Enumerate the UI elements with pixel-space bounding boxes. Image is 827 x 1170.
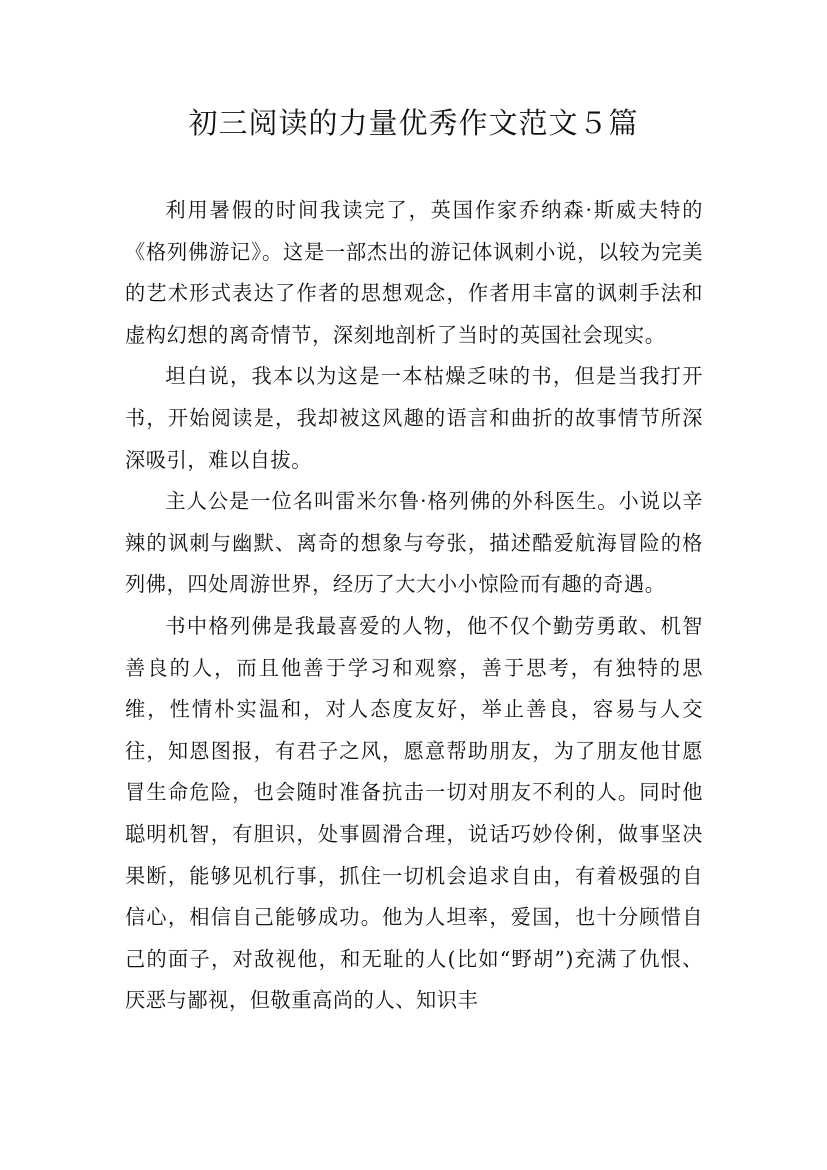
- paragraph: 主人公是一位名叫雷米尔鲁·格列佛的外科医生。小说以辛辣的讽刺与幽默、离奇的想象与夸张，描述酷爱航海冒险的格列佛，四处周游世界，经历了大大小小惊险而有趣的奇遇。: [125, 489, 703, 597]
- document-body: [125, 190, 703, 1022]
- paragraph: 书中格列佛是我最喜爱的人物，他不仅个勤劳勇敢、机智善良的人，而且他善于学习和观察，善于思考，有独特的思维，性情朴实温和，对人态度友好，举止善良，容易与人交往，知恩图报，有君子之风，愿意帮助朋友，为了朋友他甘愿冒生命危险，也会随时准备抗击一切对朋友不利的人。同时他聪明机智，有胆识，处事圆滑合理，说话巧妙伶俐，做事坚决果断，能够见机行事，抓住一切机会追求自由，有着极强的自信心，相信自己能够成功。他为人坦率，爱国，也十分顾惜自己的面子，对敌视他，和无耻的人(比如“野胡”)充满了仇恨、厌恶与鄙视，但敬重高尚的人、知识丰: [125, 613, 703, 1013]
- paragraph: 坦白说，我本以为这是一本枯燥乏味的书，但是当我打开书，开始阅读是，我却被这风趣的语言和曲折的故事情节所深深吸引，难以自拔。: [125, 364, 703, 472]
- document-title: 初三阅读的力量优秀作文范文５篇: [188, 106, 639, 140]
- paragraph: 利用暑假的时间我读完了，英国作家乔纳森·斯威夫特的《格列佛游记》。这是一部杰出的游记体讽刺小说，以较为完美的艺术形式表达了作者的思想观念，作者用丰富的讽刺手法和虚构幻想的离奇情节，深刻地剖析了当时的英国社会现实。: [125, 198, 703, 347]
